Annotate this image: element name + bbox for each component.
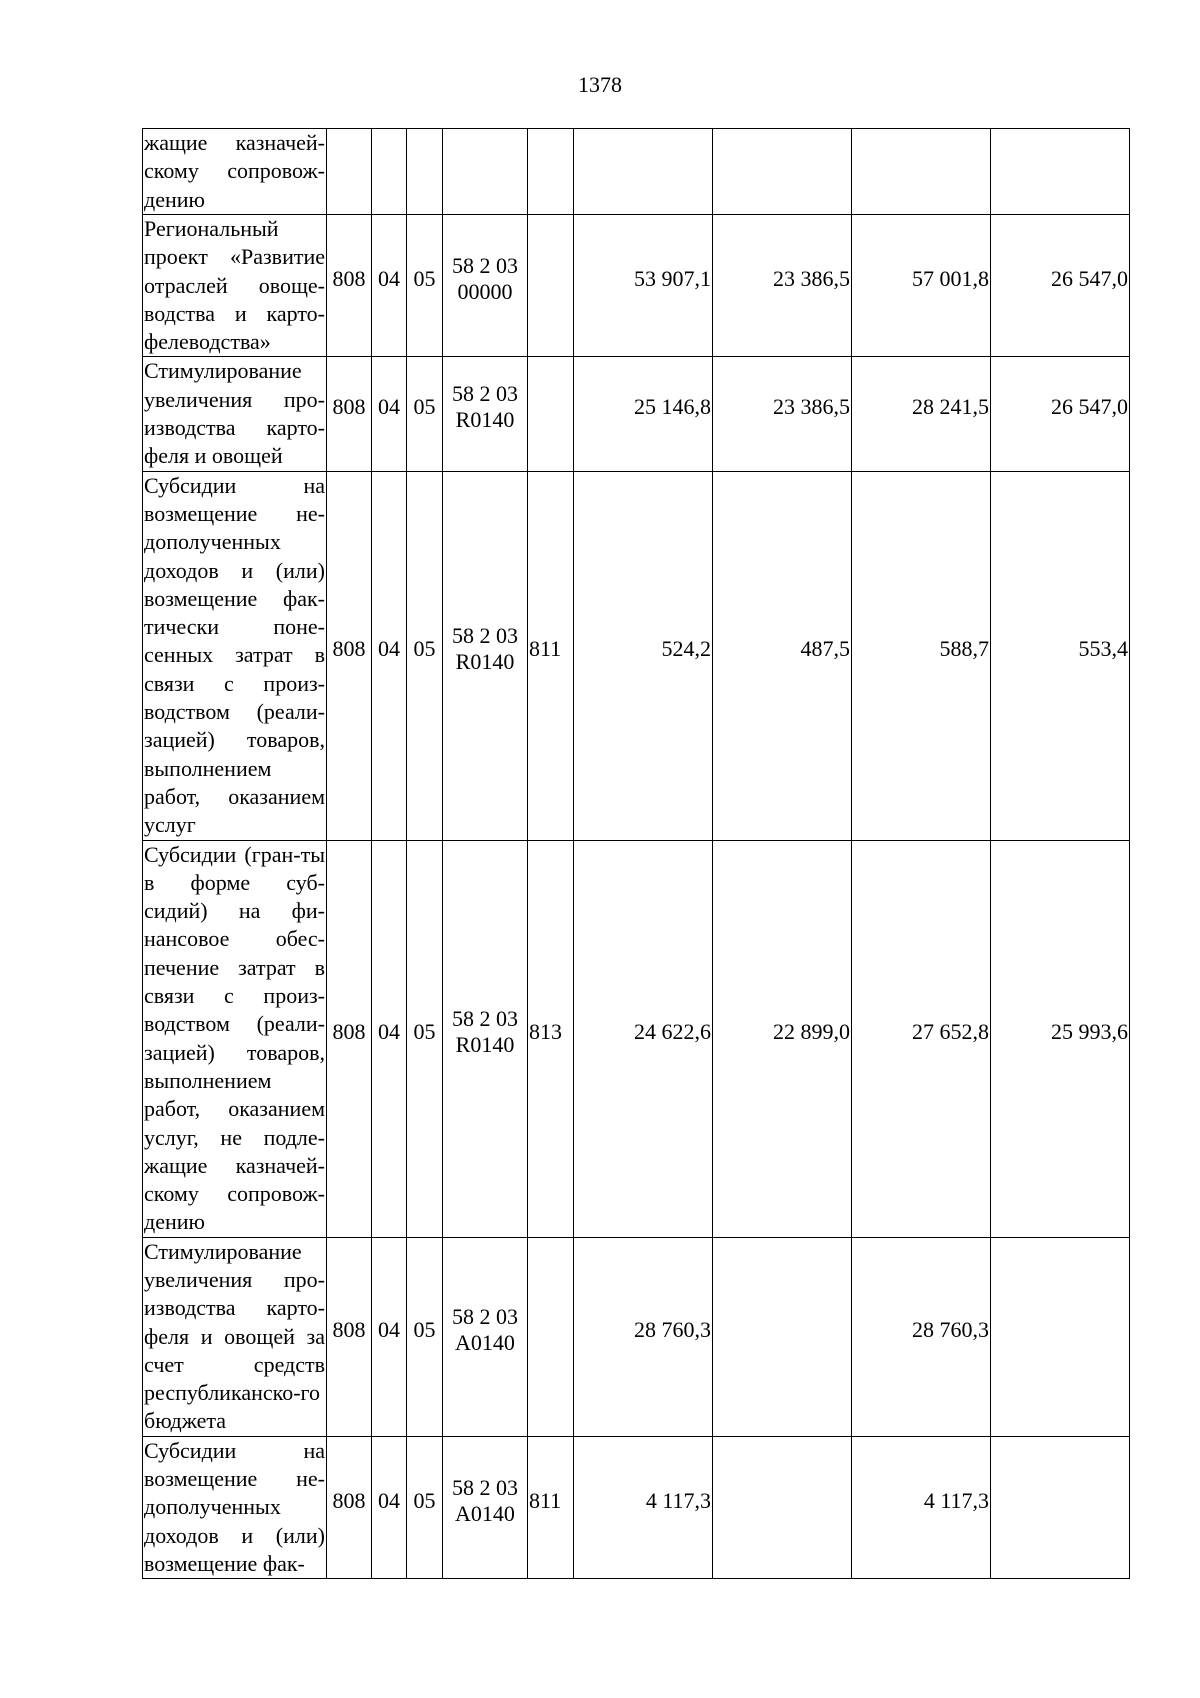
pr-cell-text: 05 bbox=[413, 635, 436, 661]
table-row bbox=[143, 1436, 1130, 1578]
table-row bbox=[143, 1237, 1130, 1436]
amount-cell-4-text: 553,4 bbox=[1078, 635, 1128, 661]
amount-cell-3 bbox=[852, 357, 991, 471]
vr-cell bbox=[528, 1237, 574, 1436]
amount-cell-3-text: 57 001,8 bbox=[912, 265, 989, 291]
amount-cell-3 bbox=[852, 215, 991, 357]
row-name-cell: Региональный проект «Развитие отраслей овоще-водства и карто-фелеводства» bbox=[143, 215, 327, 357]
amount-cell-2 bbox=[713, 1436, 852, 1578]
pr-cell bbox=[407, 1436, 443, 1578]
csr-cell-text: 58 2 03 A0140 bbox=[452, 1474, 518, 1526]
row-name-cell: Стимулирование увеличения про-изводства карто-феля и овощей bbox=[143, 357, 327, 471]
amount-cell-4-text: 26 547,0 bbox=[1051, 265, 1128, 291]
csr-cell bbox=[443, 1237, 528, 1436]
vr-cell bbox=[528, 129, 574, 215]
gr-cell bbox=[327, 357, 372, 471]
gr-cell bbox=[327, 840, 372, 1237]
page-number: 1378 bbox=[578, 72, 622, 97]
pr-cell-text: 05 bbox=[413, 1018, 436, 1044]
pr-cell-text: 05 bbox=[413, 1316, 436, 1342]
amount-cell-1-text: 53 907,1 bbox=[634, 265, 711, 291]
row-name-cell: жащие казначей-скому сопровож-дению bbox=[143, 129, 327, 215]
vr-cell bbox=[528, 1436, 574, 1578]
amount-cell-1 bbox=[574, 1436, 713, 1578]
amount-cell-1 bbox=[574, 471, 713, 840]
amount-cell-3 bbox=[852, 840, 991, 1237]
vr-cell-text: 811 bbox=[529, 635, 562, 661]
amount-cell-3-text: 4 117,3 bbox=[923, 1487, 989, 1513]
amount-cell-2 bbox=[713, 471, 852, 840]
amount-cell-2 bbox=[713, 129, 852, 215]
csr-cell bbox=[443, 215, 528, 357]
rz-cell bbox=[372, 471, 407, 840]
amount-cell-4 bbox=[991, 1237, 1130, 1436]
amount-cell-1-text: 25 146,8 bbox=[634, 394, 711, 420]
amount-cell-2-text: 23 386,5 bbox=[773, 265, 850, 291]
amount-cell-2 bbox=[713, 215, 852, 357]
rz-cell bbox=[372, 215, 407, 357]
csr-cell bbox=[443, 840, 528, 1237]
row-name-cell: Субсидии (гран-ты в форме суб-сидий) на фи-нансовое обес-печение затрат в связи с произ-водством (реали-зацией) товаров, выполнением работ, оказанием услуг, не подле-жащие казначей-скому сопровож-дению bbox=[143, 840, 327, 1237]
csr-cell-text: 58 2 03 R0140 bbox=[452, 622, 518, 674]
amount-cell-2 bbox=[713, 840, 852, 1237]
vr-cell bbox=[528, 215, 574, 357]
rz-cell-text: 04 bbox=[378, 1018, 400, 1044]
amount-cell-1-text: 4 117,3 bbox=[645, 1487, 711, 1513]
amount-cell-1 bbox=[574, 129, 713, 215]
amount-cell-2-text: 22 899,0 bbox=[773, 1018, 850, 1044]
amount-cell-1 bbox=[574, 357, 713, 471]
vr-cell-text: 811 bbox=[529, 1487, 562, 1513]
amount-cell-2 bbox=[713, 1237, 852, 1436]
csr-cell-text: 58 2 03 00000 bbox=[452, 252, 518, 304]
rz-cell-text: 04 bbox=[378, 394, 400, 420]
amount-cell-1-text: 24 622,6 bbox=[634, 1018, 711, 1044]
amount-cell-2 bbox=[713, 357, 852, 471]
gr-cell-text: 808 bbox=[332, 265, 366, 291]
rz-cell-text: 04 bbox=[378, 1487, 400, 1513]
csr-cell-text: 58 2 03 R0140 bbox=[452, 1005, 518, 1057]
table-row bbox=[143, 129, 1130, 215]
amount-cell-3 bbox=[852, 129, 991, 215]
rz-cell bbox=[372, 1237, 407, 1436]
amount-cell-3-text: 28 760,3 bbox=[912, 1316, 989, 1342]
rz-cell-text: 04 bbox=[378, 265, 400, 291]
pr-cell bbox=[407, 215, 443, 357]
amount-cell-1 bbox=[574, 1237, 713, 1436]
pr-cell bbox=[407, 1237, 443, 1436]
gr-cell-text: 808 bbox=[332, 635, 366, 661]
rz-cell bbox=[372, 357, 407, 471]
amount-cell-3-text: 28 241,5 bbox=[912, 394, 989, 420]
amount-cell-4 bbox=[991, 840, 1130, 1237]
row-name-cell: Субсидии на возмещение не-дополученных доходов и (или) возмещение фак- bbox=[143, 1436, 327, 1578]
amount-cell-1 bbox=[574, 840, 713, 1237]
gr-cell bbox=[327, 129, 372, 215]
pr-cell bbox=[407, 357, 443, 471]
amount-cell-2-text: 23 386,5 bbox=[773, 394, 850, 420]
table-row bbox=[143, 215, 1130, 357]
pr-cell-text: 05 bbox=[413, 1487, 436, 1513]
amount-cell-3 bbox=[852, 471, 991, 840]
pr-cell bbox=[407, 129, 443, 215]
amount-cell-4 bbox=[991, 357, 1130, 471]
csr-cell bbox=[443, 129, 528, 215]
gr-cell-text: 808 bbox=[332, 394, 366, 420]
pr-cell bbox=[407, 840, 443, 1237]
amount-cell-4 bbox=[991, 1436, 1130, 1578]
rz-cell bbox=[372, 1436, 407, 1578]
vr-cell-text: 813 bbox=[529, 1018, 562, 1044]
amount-cell-3-text: 588,7 bbox=[939, 635, 989, 661]
table-row bbox=[143, 471, 1130, 840]
csr-cell bbox=[443, 471, 528, 840]
row-name-cell: Субсидии на возмещение не-дополученных доходов и (или) возмещение фак-тически поне-сенных затрат в связи с произ-водством (реали-зацией) товаров, выполнением работ, оказанием услуг bbox=[143, 471, 327, 840]
vr-cell bbox=[528, 840, 574, 1237]
budget-table bbox=[142, 128, 1130, 1579]
amount-cell-4-text: 25 993,6 bbox=[1051, 1018, 1128, 1044]
amount-cell-3-text: 27 652,8 bbox=[912, 1018, 989, 1044]
amount-cell-4 bbox=[991, 471, 1130, 840]
amount-cell-3 bbox=[852, 1237, 991, 1436]
amount-cell-4-text: 26 547,0 bbox=[1051, 394, 1128, 420]
amount-cell-2-text: 487,5 bbox=[800, 635, 850, 661]
vr-cell bbox=[528, 471, 574, 840]
csr-cell-text: 58 2 03 A0140 bbox=[452, 1303, 518, 1355]
gr-cell-text: 808 bbox=[332, 1018, 366, 1044]
amount-cell-1 bbox=[574, 215, 713, 357]
pr-cell-text: 05 bbox=[413, 265, 436, 291]
rz-cell-text: 04 bbox=[378, 1316, 400, 1342]
amount-cell-1-text: 524,2 bbox=[661, 635, 711, 661]
gr-cell-text: 808 bbox=[332, 1316, 366, 1342]
row-name-cell: Стимулирование увеличения про-изводства карто-феля и овощей за счет средств республиканско-го бюджета bbox=[143, 1237, 327, 1436]
amount-cell-3 bbox=[852, 1436, 991, 1578]
rz-cell bbox=[372, 840, 407, 1237]
vr-cell bbox=[528, 357, 574, 471]
rz-cell bbox=[372, 129, 407, 215]
rz-cell-text: 04 bbox=[378, 635, 400, 661]
amount-cell-4 bbox=[991, 215, 1130, 357]
table-row bbox=[143, 357, 1130, 471]
amount-cell-4 bbox=[991, 129, 1130, 215]
csr-cell bbox=[443, 1436, 528, 1578]
csr-cell bbox=[443, 357, 528, 471]
gr-cell bbox=[327, 1436, 372, 1578]
amount-cell-1-text: 28 760,3 bbox=[634, 1316, 711, 1342]
pr-cell bbox=[407, 471, 443, 840]
gr-cell bbox=[327, 1237, 372, 1436]
csr-cell-text: 58 2 03 R0140 bbox=[452, 381, 518, 433]
gr-cell-text: 808 bbox=[332, 1487, 366, 1513]
gr-cell bbox=[327, 471, 372, 840]
gr-cell bbox=[327, 215, 372, 357]
table-row bbox=[143, 840, 1130, 1237]
pr-cell-text: 05 bbox=[413, 394, 436, 420]
